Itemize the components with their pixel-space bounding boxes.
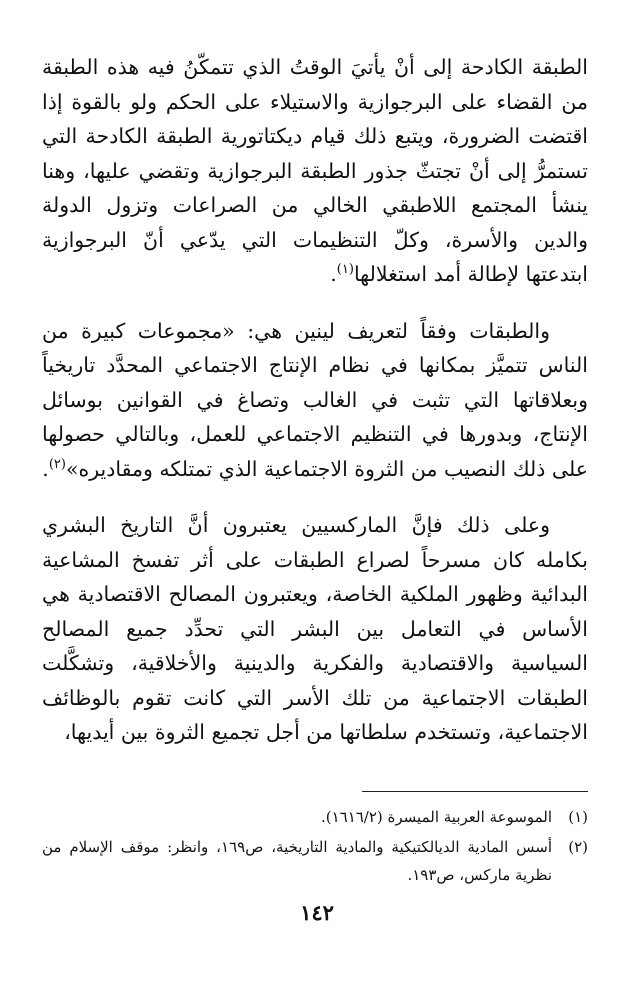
footnotes (42, 803, 588, 891)
paragraph-3-text: وعلى ذلك فإنَّ الماركسيين يعتبرون أنَّ التاريخ البشري بكامله كان مسرحاً لصراع الطبقات على أثر تفسخ المشاعية البدائية وظهور الملكية الخاصة، ويعتبرون المصالح الاقتصادية هي الأساس في التعامل بين البشر التي تحدِّد جميع المصالح السياسية والاقتصادية والفكرية والدينية والأخلاقية، وتشكَّلت الطبقات الاجتماعية من تلك الأسر التي كانت تقوم بالوظائف الاجتماعية، وتستخدم سلطاتها من أجل تجميع الثروة بين أيديها، (42, 513, 588, 744)
footnote-1-text: الموسوعة العربية الميسرة (١٦١٦/٢). (320, 808, 552, 826)
paragraph-1-end: . (330, 262, 337, 286)
paragraph-1 (42, 50, 588, 292)
paragraph-2-end: . (42, 456, 49, 481)
paragraph-2 (42, 314, 588, 487)
paragraph-2-text: والطبقات وفقاً لتعريف لينين هي: «مجموعات كبيرة من الناس تتميَّز بمكانها في نظام الإنتاج الاجتماعي المحدَّد تاريخياً وبعلاقاتها التي تثبت في الغالب وتصاغ في القوانين بوسائل الإنتاج، وبدورها في التنظيم الاجتماعي للعمل، وبالتالي حصولها على ذلك النصيب من الثروة الاجتماعية الذي تمتلكه ومقاديره» (42, 318, 588, 481)
footnote-2-mark: (٢) (568, 838, 588, 856)
body-text (42, 50, 588, 750)
page-number: ١٤٢ (300, 900, 334, 925)
footnote-2-text: أسس المادية الديالكتيكية والمادية التاريخية، ص١٦٩، وانظر: موقف الإسلام من نظرية ماركس، ص١٩٣. (42, 838, 552, 884)
footnote-1-mark: (١) (568, 808, 588, 826)
paragraph-3 (42, 508, 588, 750)
footnote-ref-2: (٢) (48, 456, 66, 472)
footnote-1 (42, 803, 588, 831)
paragraph-1-text: الطبقة الكادحة إلى أنْ يأتيَ الوقتُ الذي تتمكّنُ فيه هذه الطبقة من القضاء على البرجوازية والاستيلاء على الحكم ولو بالقوة إذا اقتضت الضرورة، ويتبع ذلك قيام ديكتاتورية الطبقة الكادحة التي تستمرُّ إلى أنْ تجتثّ جذور الطبقة البرجوازية وتقضي عليها، وهنا ينشأ المجتمع اللاطبقي الخالي من الصراعات وتزول الدولة والدين والأسرة، وكلّ التنظيمات التي يدّعي أنّ البرجوازية ابتدعتها لإطالة أمد استغلالها (42, 55, 588, 286)
footnote-divider (362, 791, 588, 792)
footnote-ref-1: (١) (336, 262, 354, 278)
footnote-2 (42, 833, 588, 889)
